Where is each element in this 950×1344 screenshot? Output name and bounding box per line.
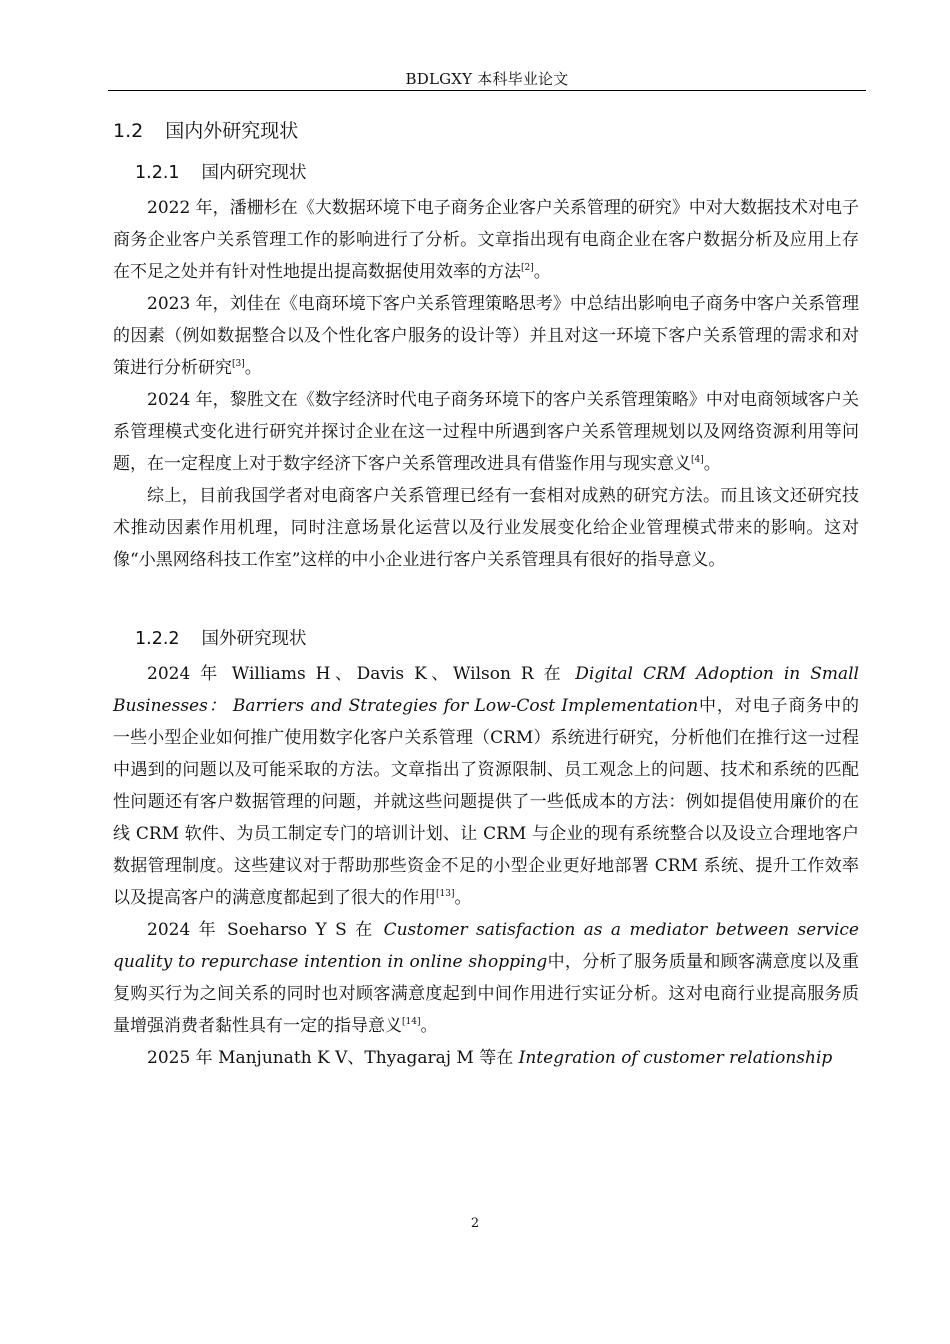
subsection-number: 1.2.2	[135, 629, 180, 649]
paragraph-text: 综上，目前我国学者对电商客户关系管理已经有一套相对成熟的研究方法。而且该文还研究技术推动因素作用机理，同时注意场景化运营以及行业发展变化给企业管理模式带来的影响。这对像“小黑网络科技工作室”这样的中小企业进行客户关系管理具有很好的指导意义。	[113, 486, 859, 570]
paragraph	[113, 384, 859, 480]
paragraph-lead: 2025 年 Manjunath K V、Thyagaraj M 等在	[147, 1048, 519, 1068]
subsection-number: 1.2.1	[135, 163, 180, 183]
subsection-heading-foreign	[135, 624, 859, 654]
paragraph-end: 。	[420, 1016, 438, 1036]
paragraph	[113, 288, 859, 384]
paragraph-text: 2023 年，刘佳在《电商环境下客户关系管理策略思考》中总结出影响电子商务中客户关系管理的因素（例如数据整合以及个性化客户服务的设计等）并且对这一环境下客户关系管理的需求和对策进行分析研究	[113, 294, 859, 378]
paragraph-end: 。	[533, 262, 551, 282]
subsection-heading-domestic	[135, 158, 859, 188]
paragraph-text: 中，对电子商务中的一些小型企业如何推广使用数字化客户关系管理（CRM）系统进行研究，分析他们在推行这一过程中遇到的问题以及可能采取的方法。文章指出了资源限制、员工观念上的问题、技术和系统的匹配性问题还有客户数据管理的问题，并就这些问题提供了一些低成本的方法：例如提倡使用廉价的在线 CRM 软件、为员工制定专门的培训计划、让 CRM 与企业的现有系统整合以及设立合理地客户数据管理制度。这些建议对于帮助那些资金不足的小型企业更好地部署 CRM 系统、提升工作效率以及提高客户的满意度都起到了很大的作用	[113, 696, 860, 908]
running-header: BDLGXY 本科毕业论文	[405, 70, 569, 88]
section-title: 国内外研究现状	[165, 120, 299, 142]
paragraph-end: 。	[454, 888, 472, 908]
paragraph	[113, 480, 859, 576]
citation: [3]	[232, 359, 245, 369]
section-heading	[113, 116, 859, 146]
paragraph	[113, 1042, 859, 1074]
subsection-title: 国外研究现状	[201, 629, 307, 649]
paragraph	[113, 914, 859, 1042]
page-number: 2	[470, 1216, 480, 1231]
paragraph	[113, 658, 859, 914]
paragraph-text: 2024 年，黎胜文在《数字经济时代电子商务环境下的客户关系管理策略》中对电商领域客户关系管理模式变化进行研究并探讨企业在这一过程中所遇到客户关系管理规划以及网络资源利用等问题，在一定程度上对于数字经济下客户关系管理改进具有借鉴作用与现实意义	[113, 390, 859, 474]
section-number: 1.2	[113, 120, 144, 142]
citation: [4]	[691, 455, 704, 465]
paragraph-text: 2022 年，潘栅杉在《大数据环境下电子商务企业客户关系管理的研究》中对大数据技术对电子商务企业客户关系管理工作的影响进行了分析。文章指出现有电商企业在客户数据分析及应用上存在不足之处并有针对性地提出提高数据使用效率的方法	[113, 198, 859, 282]
citation: [13]	[436, 889, 455, 899]
section-spacer	[113, 576, 859, 624]
paragraph-lead: 2024 年 Williams H、Davis K、Wilson R 在	[147, 664, 576, 684]
paper-title: Customer satisfaction as a mediator between service quality to repurchase intention in online shopping	[113, 920, 859, 972]
citation: [2]	[521, 263, 534, 273]
page-body	[113, 116, 859, 1074]
paragraph-end: 。	[244, 358, 262, 378]
paper-title: Integration of customer relationship	[518, 1048, 833, 1068]
header-rule	[108, 90, 866, 91]
subsection-title: 国内研究现状	[201, 163, 307, 183]
paragraph-lead: 2024 年 Soeharso Y S 在	[147, 920, 384, 940]
paragraph	[113, 192, 859, 288]
paragraph-end: 。	[703, 454, 721, 474]
citation: [14]	[402, 1017, 421, 1027]
paragraph-text: 中，分析了服务质量和顾客满意度以及重复购买行为之间关系的同时也对顾客满意度起到中间作用进行实证分析。这对电商行业提高服务质量增强消费者黏性具有一定的指导意义	[113, 952, 859, 1036]
paper-title: Digital CRM Adoption in Small Businesses： Barriers and Strategies for Low-Cost Implementation	[113, 664, 859, 716]
